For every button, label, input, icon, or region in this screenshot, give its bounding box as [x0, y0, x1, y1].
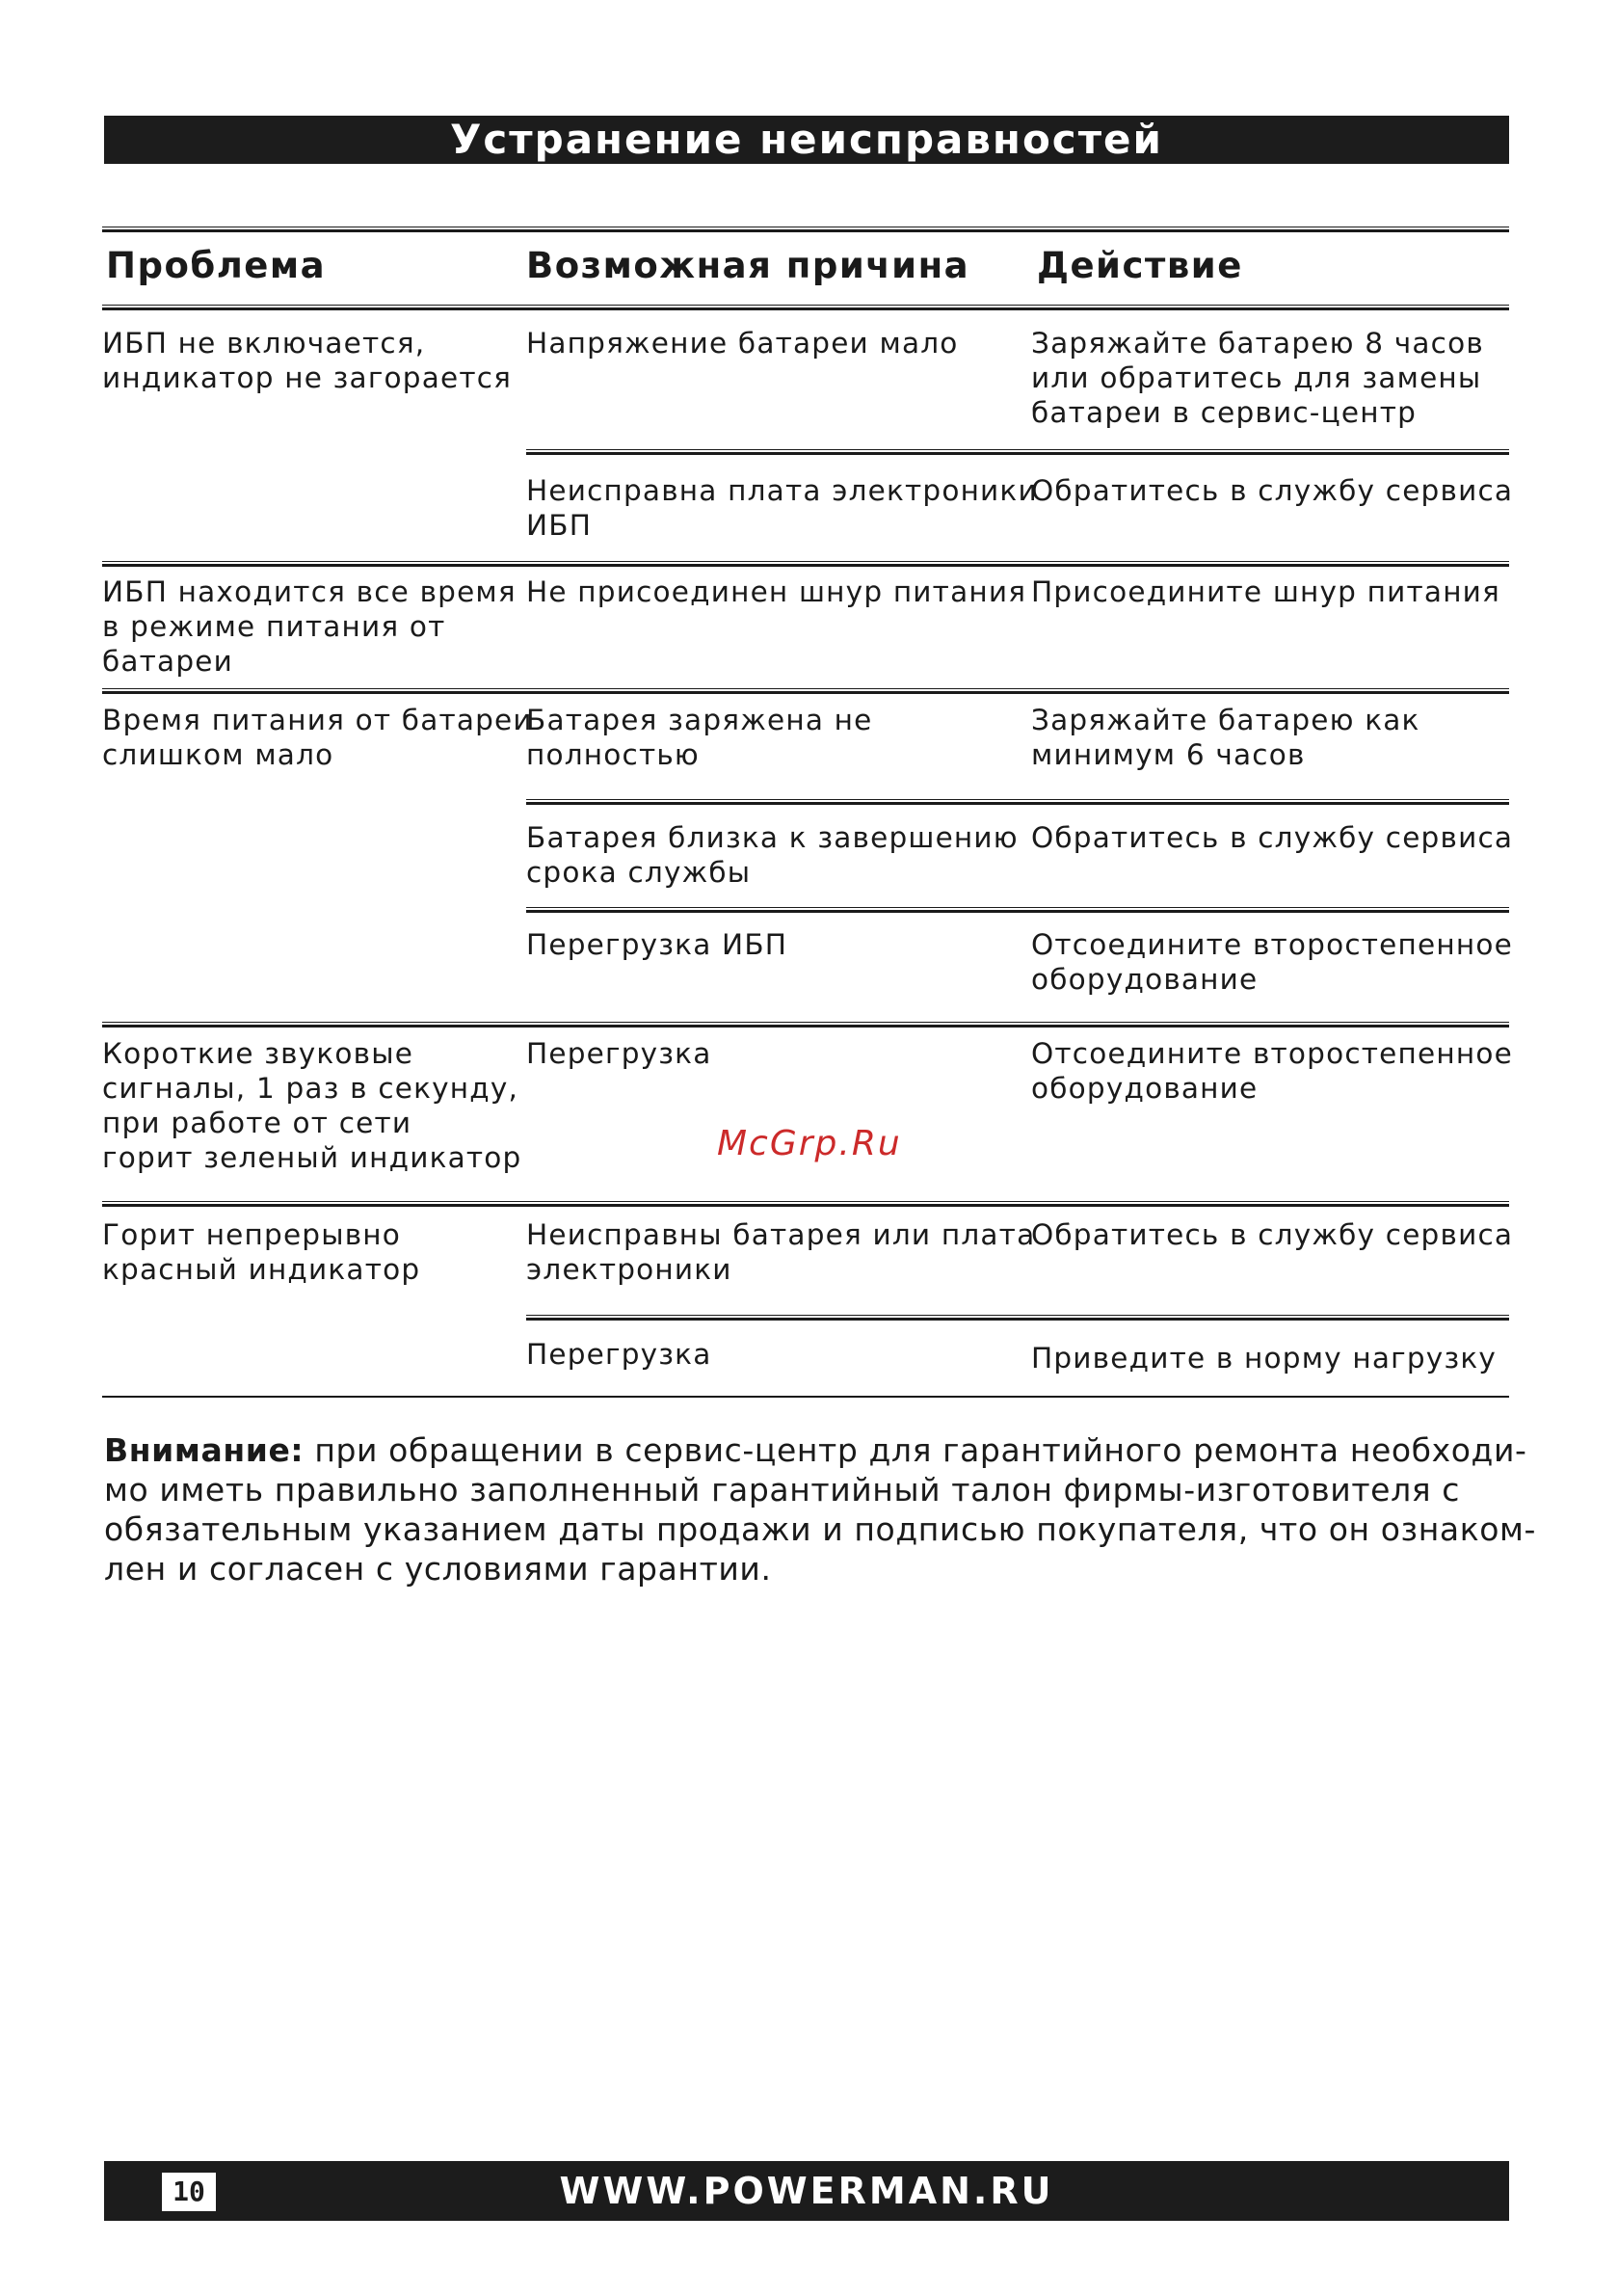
action-cell-line: батареи в сервис-центр — [1031, 396, 1418, 429]
cause-cell — [526, 1036, 711, 1071]
problem-cell-line: ИБП находится все время — [102, 575, 517, 608]
problem-cell-line: при работе от сети — [102, 1107, 412, 1139]
header-action: Действие — [1037, 245, 1243, 286]
action-cell-line: или обратитесь для замены — [1031, 361, 1482, 394]
problem-cell-line: горит зеленый индикатор — [102, 1141, 522, 1174]
action-cell — [1031, 820, 1513, 855]
cause-cell-line: электроники — [526, 1253, 732, 1286]
table-rule — [526, 449, 1509, 455]
cause-cell-line: Не присоединен шнур питания — [526, 575, 1027, 608]
cause-cell-line: Напряжение батареи мало — [526, 327, 959, 360]
cause-cell — [526, 703, 873, 772]
header-problem: Проблема — [106, 245, 327, 286]
cause-cell — [526, 927, 787, 962]
cause-cell-line: ИБП — [526, 509, 593, 542]
problem-cell — [102, 574, 517, 679]
action-cell — [1031, 473, 1513, 508]
warranty-note — [104, 1430, 1537, 1589]
problem-cell — [102, 1036, 521, 1175]
cause-cell — [526, 326, 959, 360]
table-rule — [102, 1396, 1509, 1399]
action-cell-line: Заряжайте батарею как — [1031, 704, 1420, 736]
problem-cell-line: слишком мало — [102, 738, 334, 771]
cause-cell-line: Перегрузка — [526, 1037, 712, 1070]
action-cell-line: оборудование — [1031, 1072, 1259, 1105]
action-cell-line: Отсоедините второстепенное — [1031, 928, 1513, 961]
problem-cell-line: батареи — [102, 645, 233, 678]
footer-bar — [104, 2161, 1509, 2221]
problem-cell-line: Горит непрерывно — [102, 1218, 402, 1251]
cause-cell-line: Неисправна плата электроники — [526, 474, 1038, 507]
table-rule — [526, 1315, 1509, 1321]
action-cell-line: Присоедините шнур питания — [1031, 575, 1501, 608]
table-rule — [102, 561, 1509, 567]
cause-cell-line: Батарея близка к завершению — [526, 821, 1019, 854]
action-cell — [1031, 1036, 1513, 1106]
table-rule — [526, 799, 1509, 805]
action-cell — [1031, 1217, 1513, 1252]
action-cell-line: Приведите в норму нагрузку — [1031, 1342, 1498, 1375]
note-line: мо иметь правильно заполненный гарантийный талон фирмы-изготовителя с — [104, 1471, 1461, 1508]
action-cell-line: Отсоедините второстепенное — [1031, 1037, 1513, 1070]
problem-cell-line: в режиме питания от — [102, 610, 446, 643]
note-line: обязательным указанием даты продажи и подписью покупателя, что он ознаком- — [104, 1510, 1537, 1548]
action-cell-line: минимум 6 часов — [1031, 738, 1306, 771]
cause-cell-line: Батарея заряжена не — [526, 704, 873, 736]
action-cell — [1031, 703, 1420, 772]
cause-cell-line: срока службы — [526, 856, 752, 889]
action-cell-line: Обратитесь в службу сервиса — [1031, 1218, 1514, 1251]
cause-cell — [526, 574, 1026, 609]
action-cell-line: Обратитесь в службу сервиса — [1031, 821, 1514, 854]
cause-cell — [526, 473, 1038, 543]
cause-cell-line: Перегрузка ИБП — [526, 928, 788, 961]
page-number: 10 — [162, 2173, 216, 2211]
cause-cell-line: Неисправны батарея или плата — [526, 1218, 1036, 1251]
table-rule — [102, 688, 1509, 694]
action-cell — [1031, 1341, 1497, 1375]
note-text: при обращении в сервис-центр для гарантийного ремонта необходи- — [304, 1431, 1527, 1469]
table-rule — [102, 1201, 1509, 1207]
table-top-rule — [102, 227, 1509, 232]
note-line: лен и согласен с условиями гарантии. — [104, 1550, 772, 1588]
action-cell — [1031, 326, 1484, 430]
problem-cell-line: сигналы, 1 раз в секунду, — [102, 1072, 519, 1105]
problem-cell — [102, 326, 512, 395]
watermark: McGrp.Ru — [717, 1124, 902, 1163]
cause-cell — [526, 1337, 711, 1372]
header-cause: Возможная причина — [526, 245, 970, 286]
action-cell-line: оборудование — [1031, 963, 1259, 996]
table-rule — [526, 907, 1509, 913]
action-cell-line: Заряжайте батарею 8 часов — [1031, 327, 1484, 360]
problem-cell-line: Время питания от батареи — [102, 704, 533, 736]
header-rule — [102, 305, 1509, 310]
table-rule — [102, 1022, 1509, 1028]
cause-cell — [526, 820, 1019, 890]
cause-cell-line: Перегрузка — [526, 1338, 712, 1371]
action-cell-line: Обратитесь в службу сервиса — [1031, 474, 1514, 507]
problem-cell — [102, 1217, 420, 1287]
cause-cell-line: полностью — [526, 738, 700, 771]
problem-cell-line: индикатор не загорается — [102, 361, 513, 394]
note-line — [104, 1430, 1527, 1470]
problem-cell — [102, 703, 533, 772]
action-cell — [1031, 927, 1513, 997]
note-label: Внимание: — [104, 1431, 305, 1469]
action-cell — [1031, 574, 1500, 609]
cause-cell — [526, 1217, 1035, 1287]
problem-cell-line: красный индикатор — [102, 1253, 421, 1286]
problem-cell-line: ИБП не включается, — [102, 327, 426, 360]
problem-cell-line: Короткие звуковые — [102, 1037, 414, 1070]
website-link[interactable]: WWW.POWERMAN.RU — [559, 2170, 1054, 2212]
page-title: Устранение неисправностей — [104, 116, 1509, 164]
